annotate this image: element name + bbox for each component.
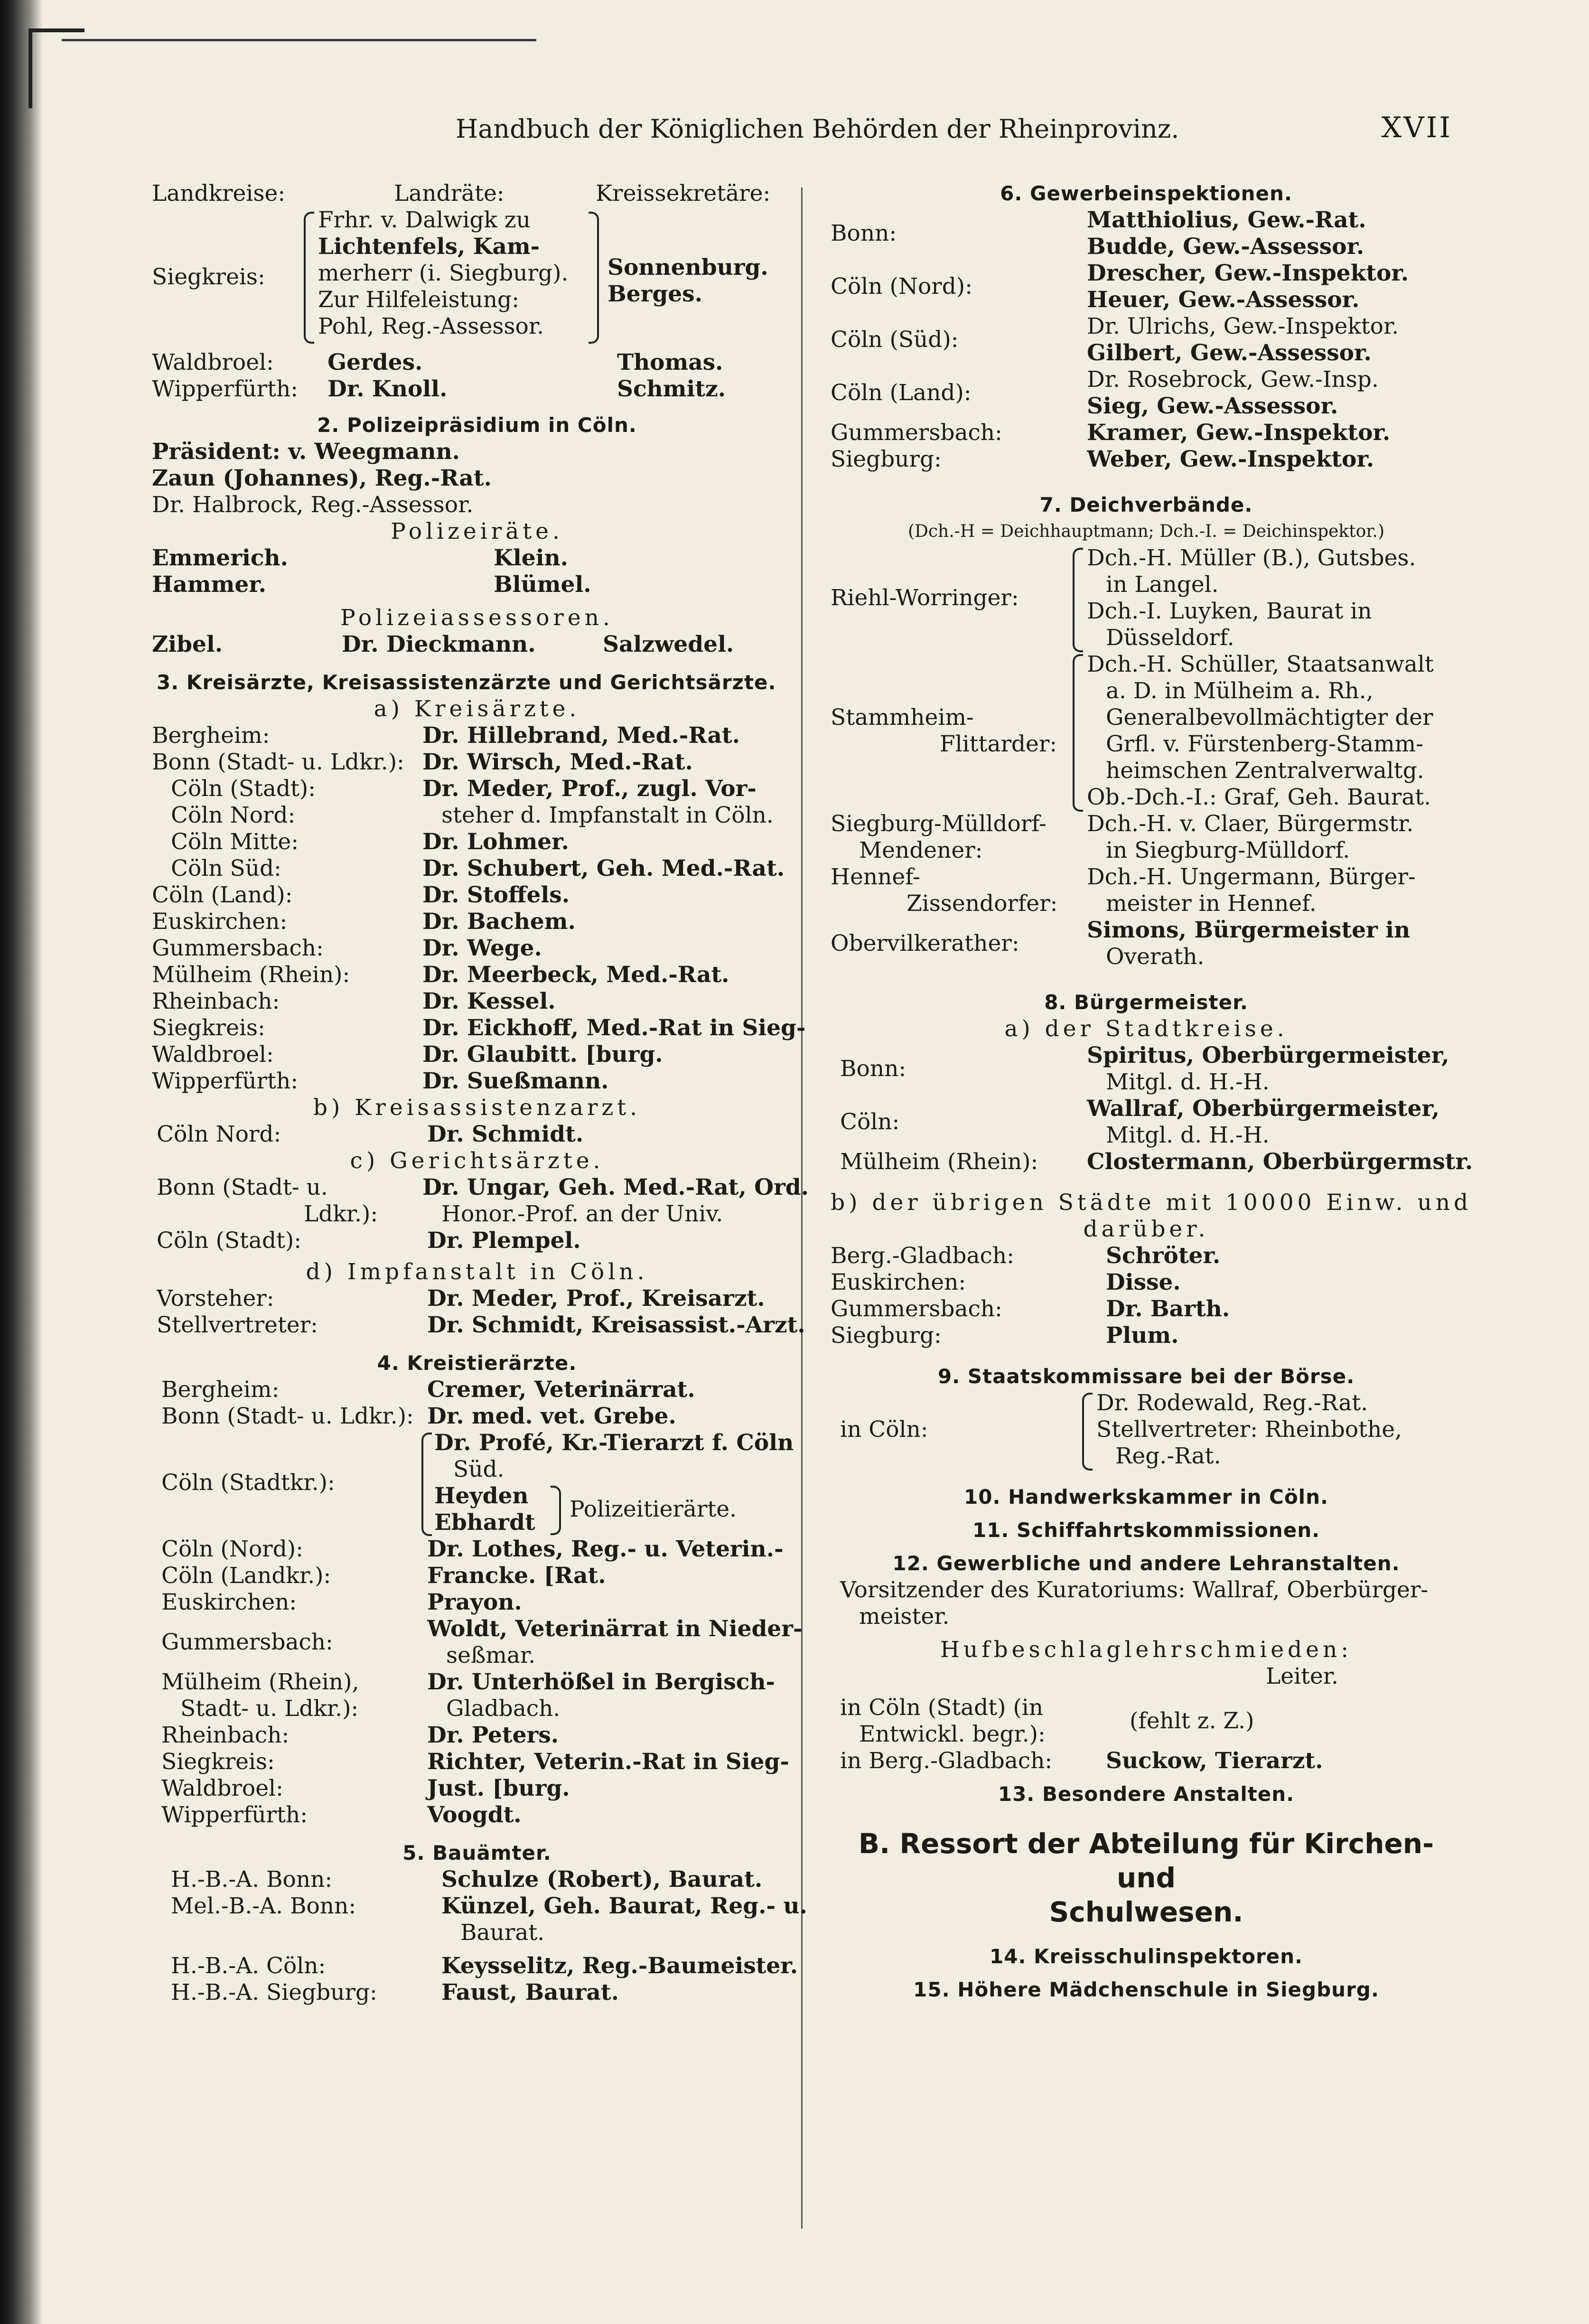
place: Berg.-Gladbach: bbox=[831, 1243, 1014, 1269]
siegkreis-label: Siegkreis: bbox=[152, 264, 265, 290]
name: Dr. Eickhoff, Med.-Rat in Sieg- bbox=[422, 1015, 806, 1041]
place: Cöln: bbox=[840, 1109, 900, 1135]
list-item bbox=[831, 207, 1462, 260]
name: Kramer, Gew.-Inspektor. bbox=[1087, 420, 1391, 446]
name: Heuer, Gew.-Assessor. bbox=[1087, 287, 1360, 313]
name: Mitgl. d. H.-H. bbox=[1106, 1069, 1270, 1095]
list-item bbox=[152, 962, 802, 988]
list-item bbox=[831, 864, 1462, 917]
list-item bbox=[152, 1563, 802, 1589]
name: a. D. in Mülheim a. Rh., bbox=[1106, 678, 1374, 704]
section-heading: 13. Besondere Anstalten. bbox=[998, 1782, 1295, 1806]
assessoren-row bbox=[152, 631, 802, 658]
place: Waldbroel: bbox=[152, 349, 274, 375]
section-heading: 6. Gewerbeinspektionen. bbox=[1000, 182, 1292, 205]
place: Cöln (Stadtkr.): bbox=[161, 1470, 335, 1496]
page-top-line bbox=[62, 39, 536, 41]
place: Gummersbach: bbox=[831, 420, 1002, 446]
place: H.-B.-A. Cöln: bbox=[171, 1953, 326, 1979]
name: Stellvertreter: Rheinbothe, bbox=[1096, 1416, 1402, 1443]
name: Schulze (Robert), Baurat. bbox=[441, 1866, 763, 1893]
place: Bonn: bbox=[840, 1056, 907, 1082]
place: in Cöln (Stadt) (in bbox=[840, 1695, 1044, 1721]
section-heading: 7. Deichverbände. bbox=[1039, 493, 1253, 516]
name: Drescher, Gew.-Inspektor. bbox=[1087, 260, 1409, 286]
name: Dr. Meder, Prof., Kreisarzt. bbox=[427, 1285, 765, 1312]
list-item bbox=[831, 1296, 1462, 1322]
landrat-line: Pohl, Reg.-Assessor. bbox=[318, 313, 544, 339]
place: Euskirchen: bbox=[161, 1589, 297, 1615]
list-item bbox=[152, 1979, 802, 2006]
list-item bbox=[152, 988, 802, 1015]
place: Wipperfürth: bbox=[161, 1802, 308, 1828]
deich-stammheim bbox=[831, 651, 1462, 811]
place: Siegburg: bbox=[831, 446, 942, 472]
name: Dch.-H. Ungermann, Bürger- bbox=[1087, 864, 1416, 890]
name: Woldt, Veterinärrat in Nieder- bbox=[427, 1616, 803, 1642]
name: Mitgl. d. H.-H. bbox=[1106, 1122, 1270, 1148]
place: Obervilkerather: bbox=[831, 930, 1019, 956]
name: Sieg, Gew.-Assessor. bbox=[1087, 393, 1338, 419]
gerichtsarzt-bonn bbox=[152, 1174, 809, 1228]
name: Dr. Kessel. bbox=[422, 988, 556, 1014]
place: Cöln (Nord): bbox=[831, 273, 972, 300]
place: Stammheim- bbox=[831, 704, 974, 731]
list-item bbox=[152, 1536, 802, 1563]
name: Dch.-H. Müller (B.), Gutsbes. bbox=[1087, 545, 1416, 571]
list-item bbox=[152, 1312, 805, 1339]
place: Siegkreis: bbox=[152, 1015, 265, 1041]
list-item bbox=[831, 1243, 1462, 1269]
col-header-landraete: Landräte: bbox=[394, 180, 505, 206]
list-item bbox=[152, 802, 802, 829]
name: Clostermann, Oberbürgermstr. bbox=[1087, 1149, 1473, 1175]
brace bbox=[421, 1433, 432, 1536]
subheading: c) Gerichtsärzte. bbox=[350, 1148, 604, 1174]
praesident: Präsident: v. Weegmann. bbox=[152, 439, 460, 465]
name: Dr. Barth. bbox=[1106, 1296, 1230, 1322]
list-item bbox=[831, 1695, 1462, 1748]
col-header-kreissekretaere: Kreissekretäre: bbox=[596, 180, 771, 206]
waldbroel-row bbox=[152, 349, 802, 376]
name: Dch.-H. Schüller, Staatsanwalt bbox=[1087, 651, 1434, 677]
landrat-line: Frhr. v. Dalwigk zu bbox=[318, 207, 531, 233]
name: Plum. bbox=[1106, 1322, 1179, 1349]
name: Baurat. bbox=[460, 1920, 545, 1946]
right-column bbox=[831, 180, 1473, 2003]
place: Mülheim (Rhein), bbox=[161, 1669, 359, 1695]
place: Bonn (Stadt- u. Ldkr.): bbox=[152, 749, 404, 775]
brace bbox=[1073, 548, 1083, 652]
name: Ob.-Dch.-I.: Graf, Geh. Baurat. bbox=[1087, 784, 1431, 810]
name: Dr. Meder, Prof., zugl. Vor- bbox=[422, 776, 757, 802]
list-item bbox=[152, 1121, 802, 1148]
name: Dr. Peters. bbox=[427, 1722, 559, 1748]
name: heimschen Zentralverwaltg. bbox=[1106, 758, 1424, 784]
name: Dr. Ungar, Geh. Med.-Rat, Ord. bbox=[422, 1174, 809, 1200]
place: Ldkr.): bbox=[304, 1201, 378, 1227]
name: Cremer, Veterinärrat. bbox=[427, 1377, 695, 1403]
list-item bbox=[152, 882, 802, 909]
list-item bbox=[152, 1953, 802, 1979]
name: Reg.-Rat. bbox=[1115, 1443, 1221, 1469]
brace bbox=[1082, 1393, 1093, 1471]
place: Cöln (Nord): bbox=[161, 1536, 303, 1562]
place: Waldbroel: bbox=[161, 1775, 283, 1801]
name: Suckow, Tierarzt. bbox=[1106, 1748, 1323, 1774]
name: Süd. bbox=[453, 1456, 505, 1482]
polizeirat-row bbox=[152, 545, 802, 572]
section-heading: 4. Kreistierärzte. bbox=[377, 1351, 577, 1375]
place: Bergheim: bbox=[161, 1377, 280, 1403]
name: Dr. Wirsch, Med.-Rat. bbox=[422, 749, 693, 775]
section-heading: 10. Handwerkskammer in Cöln. bbox=[964, 1485, 1328, 1509]
place: Cöln (Land): bbox=[152, 882, 293, 908]
subheading: b) Kreisassistenzarzt. bbox=[313, 1095, 641, 1121]
section-heading: 8. Bürgermeister. bbox=[1044, 991, 1248, 1014]
subheading: Polizeiräte. bbox=[391, 518, 563, 544]
name: Hammer. bbox=[152, 572, 267, 598]
name: Honor.-Prof. an der Univ. bbox=[441, 1201, 723, 1227]
staatskommissare bbox=[831, 1390, 1462, 1470]
siegkreis-block bbox=[152, 207, 802, 349]
list-item bbox=[831, 811, 1462, 864]
name: Dr. Wege. bbox=[422, 935, 542, 961]
name: Francke. [Rat. bbox=[427, 1563, 606, 1589]
section-heading: 5. Bauämter. bbox=[402, 1841, 551, 1865]
name: Dr. Hillebrand, Med.-Rat. bbox=[422, 722, 740, 749]
name: Dr. Schmidt, Kreisassist.-Arzt. bbox=[427, 1312, 805, 1338]
place: H.-B.-A. Bonn: bbox=[171, 1866, 333, 1893]
place: Riehl-Worringer: bbox=[831, 585, 1019, 611]
list-item bbox=[831, 260, 1462, 313]
place: Rheinbach: bbox=[161, 1722, 290, 1748]
place: Bergheim: bbox=[152, 722, 270, 749]
name: Ebhardt bbox=[434, 1509, 535, 1536]
landrat-line: Zur Hilfeleistung: bbox=[318, 287, 519, 313]
place: Mülheim (Rhein): bbox=[840, 1149, 1038, 1175]
name: Dr. Glaubitt. [burg. bbox=[422, 1041, 663, 1068]
place: Cöln Süd: bbox=[171, 855, 281, 881]
binding-shadow bbox=[0, 0, 43, 2324]
list-item bbox=[152, 776, 802, 802]
name: Dr. Bachem. bbox=[422, 909, 576, 935]
list-item bbox=[831, 1096, 1462, 1149]
subheading: a) Kreisärzte. bbox=[374, 696, 580, 722]
name: Dr. Rosebrock, Gew.-Insp. bbox=[1087, 366, 1379, 393]
name: Dr. Schmidt. bbox=[427, 1121, 584, 1147]
name: Dr. Lohmer. bbox=[422, 829, 569, 855]
place: Stellvertreter: bbox=[157, 1312, 318, 1338]
list-item bbox=[831, 1042, 1462, 1096]
name: Keysselitz, Reg.-Baumeister. bbox=[441, 1953, 798, 1979]
place: Wipperfürth: bbox=[152, 376, 299, 402]
list-item bbox=[831, 313, 1462, 366]
section-heading: 15. Höhere Mädchenschule in Siegburg. bbox=[913, 1978, 1379, 2001]
list-item bbox=[152, 1228, 802, 1254]
polizeirat-row bbox=[152, 572, 802, 598]
place: Mülheim (Rhein): bbox=[152, 962, 350, 988]
place: Waldbroel: bbox=[152, 1041, 274, 1068]
place: in Cöln: bbox=[840, 1416, 928, 1443]
name: Disse. bbox=[1106, 1269, 1181, 1295]
name: Zibel. bbox=[152, 631, 223, 657]
place: Bonn: bbox=[831, 220, 897, 246]
name: Richter, Veterin.-Rat in Sieg- bbox=[427, 1749, 789, 1775]
section-heading: 14. Kreisschulinspektoren. bbox=[989, 1945, 1303, 1968]
place: Cöln (Stadt): bbox=[157, 1228, 302, 1254]
name: Prayon. bbox=[427, 1589, 522, 1615]
list-item bbox=[152, 749, 802, 776]
name: Dr. Rodewald, Reg.-Rat. bbox=[1096, 1390, 1368, 1416]
list-item bbox=[152, 1589, 802, 1616]
name: Spiritus, Oberbürgermeister, bbox=[1087, 1042, 1449, 1068]
name: Dr. Plempel. bbox=[427, 1228, 581, 1254]
entry: Zaun (Johannes), Reg.-Rat. bbox=[152, 465, 492, 491]
place: Zissendorfer: bbox=[907, 890, 1058, 917]
abbrev-note: (Dch.-H = Deichhauptmann; Dch.-I. = Deichinspektor.) bbox=[907, 522, 1384, 541]
leiter-label: Leiter. bbox=[1265, 1663, 1338, 1689]
subheading: darüber. bbox=[1083, 1216, 1209, 1242]
list-item bbox=[152, 1285, 802, 1312]
place: in Berg.-Gladbach: bbox=[840, 1748, 1053, 1774]
name: Dr. Meerbeck, Med.-Rat. bbox=[422, 962, 729, 988]
list-item bbox=[152, 1775, 802, 1802]
place: Hennef- bbox=[831, 864, 920, 890]
subheading: b) der übrigen Städte mit 10000 Einw. und bbox=[831, 1190, 1472, 1216]
name: (fehlt z. Z.) bbox=[1130, 1708, 1254, 1734]
name: Dr. Unterhößel in Bergisch- bbox=[427, 1669, 776, 1695]
name: Dr. Lothes, Reg.- u. Veterin.- bbox=[427, 1536, 784, 1562]
subheading: d) Impfanstalt in Cöln. bbox=[306, 1259, 648, 1285]
place: Cöln (Land): bbox=[831, 380, 972, 406]
name: Matthiolius, Gew.-Rat. bbox=[1087, 207, 1366, 233]
name: Faust, Baurat. bbox=[441, 1979, 619, 2005]
name: Dr. Dieckmann. bbox=[342, 631, 536, 657]
deich-riehl bbox=[831, 545, 1462, 651]
sekretaer: Schmitz. bbox=[617, 376, 726, 402]
list-item bbox=[152, 722, 802, 749]
running-header bbox=[456, 111, 1452, 144]
place: Cöln (Stadt): bbox=[171, 776, 316, 802]
name: Dr. Schubert, Geh. Med.-Rat. bbox=[422, 855, 785, 881]
place: Mendener: bbox=[859, 837, 983, 863]
list-item bbox=[152, 1403, 802, 1430]
place: Cöln (Süd): bbox=[831, 327, 959, 353]
subheading: a) der Stadtkreise. bbox=[1004, 1016, 1288, 1042]
name: Düsseldorf. bbox=[1106, 625, 1234, 651]
subheading: Polizeiassessoren. bbox=[340, 605, 614, 631]
entry: Dr. Halbrock, Reg.-Assessor. bbox=[152, 492, 474, 518]
landrat: Gerdes. bbox=[327, 349, 423, 375]
name: in Siegburg-Mülldorf. bbox=[1106, 837, 1350, 863]
section-b-title: B. Ressort der Abteilung für Kirchen- und bbox=[858, 1827, 1434, 1894]
list-item bbox=[152, 855, 802, 882]
list-item bbox=[152, 1749, 802, 1775]
list-item bbox=[152, 909, 802, 935]
name: seßmar. bbox=[446, 1642, 536, 1668]
place: Gummersbach: bbox=[152, 935, 324, 961]
place: Bonn (Stadt- u. bbox=[157, 1174, 328, 1200]
name: Grfl. v. Fürstenberg-Stamm- bbox=[1106, 731, 1423, 757]
brace bbox=[589, 212, 599, 344]
list-item bbox=[152, 1616, 802, 1669]
place: Cöln (Landkr.): bbox=[161, 1563, 331, 1589]
section-heading: 12. Gewerbliche und andere Lehranstalten. bbox=[892, 1552, 1400, 1575]
place: Cöln Nord: bbox=[171, 802, 296, 828]
list-item bbox=[831, 1269, 1462, 1296]
name: Generalbevollmächtigter der bbox=[1106, 704, 1433, 731]
name: Emmerich. bbox=[152, 545, 288, 571]
list-item bbox=[152, 1722, 802, 1749]
name: Voogdt. bbox=[427, 1802, 522, 1828]
kuratorium-line: meister. bbox=[859, 1603, 950, 1630]
place: Siegburg: bbox=[831, 1322, 942, 1349]
name: Schröter. bbox=[1106, 1243, 1221, 1269]
header-title: Handbuch der Königlichen Behörden der Rheinprovinz. bbox=[456, 114, 1179, 144]
name: Simons, Bürgermeister in bbox=[1087, 917, 1411, 943]
name: Dch.-I. Luyken, Baurat in bbox=[1087, 598, 1372, 624]
kuratorium-line: Vorsitzender des Kuratoriums: Wallraf, Oberbürger- bbox=[840, 1577, 1429, 1603]
list-item bbox=[831, 1748, 1462, 1774]
place: Stadt- u. Ldkr.): bbox=[180, 1696, 359, 1722]
list-item bbox=[152, 829, 802, 855]
place: Flittarder: bbox=[940, 731, 1057, 757]
sekretaer: Sonnenburg. bbox=[608, 254, 768, 281]
place: Gummersbach: bbox=[831, 1296, 1002, 1322]
list-item bbox=[152, 1893, 807, 1946]
name: Just. [burg. bbox=[427, 1775, 570, 1801]
name: Dr. med. vet. Grebe. bbox=[427, 1403, 676, 1429]
place: Cöln Mitte: bbox=[171, 829, 299, 855]
place: Bonn (Stadt- u. Ldkr.): bbox=[161, 1403, 414, 1429]
name: Weber, Gew.-Inspektor. bbox=[1087, 446, 1374, 472]
landrat-line: Lichtenfels, Kam- bbox=[318, 234, 540, 260]
section-heading: 2. Polizeipräsidium in Cöln. bbox=[317, 413, 637, 437]
place: Siegburg-Mülldorf- bbox=[831, 811, 1047, 837]
brace bbox=[1073, 654, 1083, 812]
name: Overath. bbox=[1106, 944, 1205, 970]
name: Heyden bbox=[434, 1483, 529, 1509]
list-item bbox=[831, 917, 1462, 970]
list-item bbox=[152, 1669, 802, 1722]
list-item bbox=[152, 1866, 802, 1893]
list-item bbox=[152, 935, 802, 962]
section-heading: 9. Staatskommissare bei der Börse. bbox=[937, 1365, 1355, 1388]
sekretaer: Berges. bbox=[608, 281, 702, 307]
list-item bbox=[831, 1149, 1473, 1175]
place: Vorsteher: bbox=[157, 1285, 274, 1312]
list-item bbox=[152, 1041, 802, 1068]
place: Mel.-B.-A. Bonn: bbox=[171, 1893, 356, 1919]
note: Polizeitierärte. bbox=[570, 1496, 737, 1522]
name: Dr. Ulrichs, Gew.-Inspektor. bbox=[1087, 313, 1399, 339]
place: Wipperfürth: bbox=[152, 1068, 299, 1094]
list-item bbox=[831, 420, 1462, 446]
section-b-title: Schulwesen. bbox=[1049, 1896, 1243, 1928]
list-item bbox=[831, 1322, 1462, 1349]
name: Dch.-H. v. Claer, Bürgermstr. bbox=[1087, 811, 1414, 837]
tierarzt-stadtkreis bbox=[152, 1430, 802, 1536]
subheading: Hufbeschlaglehrschmieden: bbox=[940, 1637, 1353, 1663]
landrat-line: merherr (i. Siegburg). bbox=[318, 260, 569, 286]
brace bbox=[304, 212, 314, 344]
list-item bbox=[152, 1015, 806, 1041]
name: Salzwedel. bbox=[603, 631, 734, 657]
place: Entwickl. begr.): bbox=[859, 1721, 1046, 1747]
place: Euskirchen: bbox=[152, 909, 288, 935]
name: Dr. Stoffels. bbox=[422, 882, 570, 908]
name: steher d. Impfanstalt in Cöln. bbox=[441, 802, 774, 828]
place: Rheinbach: bbox=[152, 988, 280, 1014]
name: Klein. bbox=[494, 545, 568, 571]
list-item bbox=[831, 446, 1462, 473]
place: H.-B.-A. Siegburg: bbox=[171, 1979, 377, 2005]
landkreise-header-row bbox=[152, 180, 802, 207]
sekretaer: Thomas. bbox=[617, 349, 723, 375]
kreisaerzte-list bbox=[152, 722, 806, 1095]
list-item bbox=[831, 366, 1462, 420]
page-number: XVII bbox=[1381, 111, 1452, 144]
wipperfurth-row bbox=[152, 376, 802, 403]
place: Euskirchen: bbox=[831, 1269, 966, 1295]
list-item bbox=[152, 1068, 802, 1095]
section-heading: 3. Kreisärzte, Kreisassistenzärzte und Gerichtsärzte. bbox=[157, 671, 776, 694]
name: Wallraf, Oberbürgermeister, bbox=[1087, 1096, 1440, 1122]
name: Gilbert, Gew.-Assessor. bbox=[1087, 340, 1372, 366]
name: Gladbach. bbox=[446, 1696, 561, 1722]
name: meister in Hennef. bbox=[1106, 890, 1317, 917]
left-column bbox=[152, 180, 809, 2006]
col-header-landkreise: Landkreise: bbox=[152, 180, 286, 206]
list-item bbox=[152, 1802, 802, 1828]
name: Blümel. bbox=[494, 572, 591, 598]
name: Budde, Gew.-Assessor. bbox=[1087, 234, 1365, 260]
place: Cöln Nord: bbox=[157, 1121, 281, 1147]
landrat: Dr. Knoll. bbox=[327, 376, 448, 402]
brace bbox=[551, 1486, 561, 1535]
name: Dr. Profé, Kr.-Tierarzt f. Cöln bbox=[434, 1430, 794, 1456]
section-heading: 11. Schiffahrtskommissionen. bbox=[972, 1518, 1320, 1542]
name: Dr. Sueßmann. bbox=[422, 1068, 609, 1094]
place: Gummersbach: bbox=[161, 1629, 333, 1655]
list-item bbox=[152, 1377, 802, 1403]
name: Künzel, Geh. Baurat, Reg.- u. bbox=[441, 1893, 807, 1919]
name: in Langel. bbox=[1106, 572, 1219, 598]
place: Siegkreis: bbox=[161, 1749, 275, 1775]
